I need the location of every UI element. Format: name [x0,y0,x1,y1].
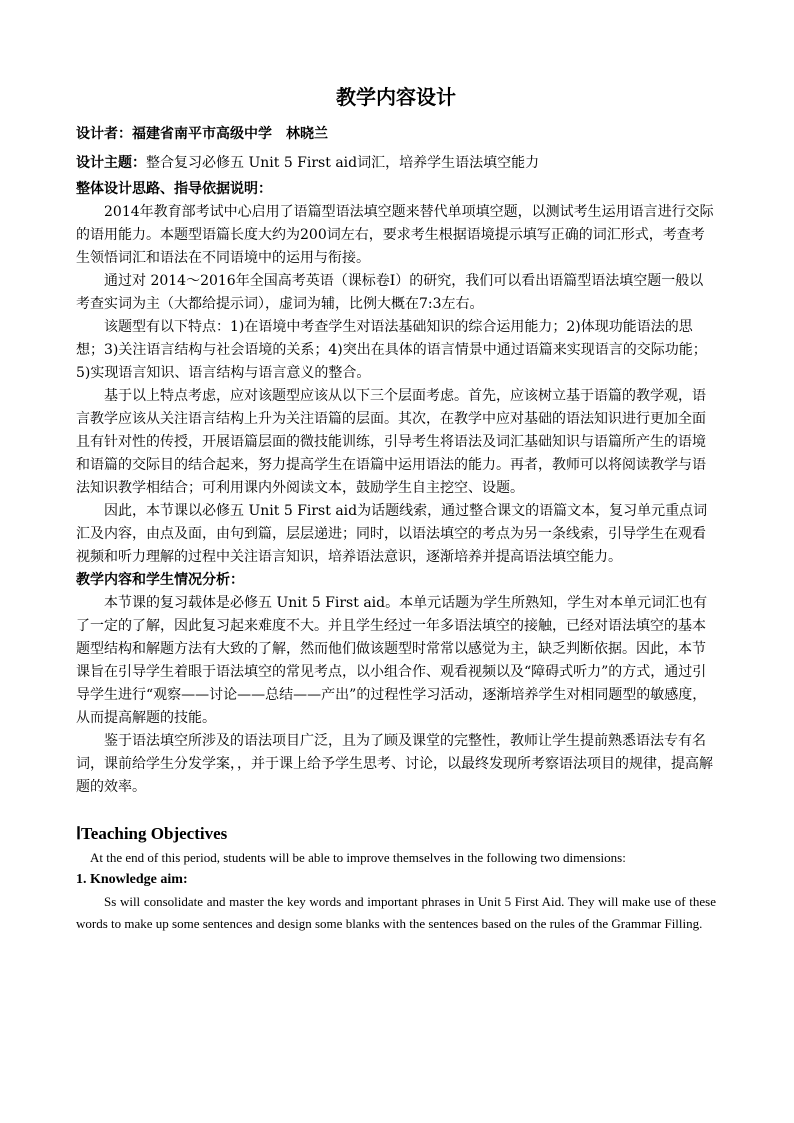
document-title: 教学内容设计 [336,85,456,109]
paragraph: 基于以上特点考虑，应对该题型应该从以下三个层面考虑。首先，应该树立基于语篇的教学观，语言教学应该从关注语言结构上升为关注语篇的层面。其次，在教学中应对基础的语法知识进行更加全面且有针对性的传授，开展语篇层面的微技能训练，引导考生将语法及词汇基础知识与语篇所产生的语境和语篇的交际目的结合起来，努力提高学生在语篇中运用语法的能力。再者，教师可以将阅读教学与语法知识教学相结合；可利用课内外阅读文本，鼓励学生自主挖空、设题。 [76,388,706,496]
teaching-objectives-section [76,821,716,935]
designer-line [76,120,716,149]
theme-label: 设计主题： [76,155,146,171]
paragraph: 因此，本节课以必修五 Unit 5 First aid为话题线索，通过整合课文的语篇文本，复习单元重点词汇及内容，由点及面，由句到篇，层层递进；同时，以语法填空的考点为另一条线索，引导学生在观看视频和听力理解的过程中关注语言知识，培养语法意识，逐渐培养并提高语法填空能力。 [76,503,708,565]
objectives-intro: At the end of this period, students will be able to improve themselves in the following two dimensions: [90,850,626,865]
paragraph: 鉴于语法填空所涉及的语法项目广泛，且为了顾及课堂的完整性，教师让学生提前熟悉语法专有名词，课前给学生分发学案，，并于课上给予学生思考、讨论，以最终发现所考察语法项目的规律，提高解题的效率。 [76,733,713,795]
paragraph: 本节课的复习载体是必修五 Unit 5 First aid。本单元话题为学生所熟知，学生对本单元词汇也有了一定的了解，因此复习起来难度不大。并且学生经过一年多语法填空的接触，已经对语法填空的基本题型结构和解题方法有大致的了解，然而他们做该题型时常常以感觉为主，缺乏判断依据。因此，本节课旨在引导学生着眼于语法填空的常见考点，以小组合作、观看视频以及“障碍式听力”的方式，通过引导学生进行“观察——讨论——总结——产出”的过程性学习活动，逐渐培养学生对相同题型的敏感度，从而提高解题的技能。 [76,595,708,726]
knowledge-aim-heading: 1. Knowledge aim: [76,872,188,887]
paragraph: 该题型有以下特点：1)在语境中考查学生对语法基础知识的综合运用能力；2)体现功能语法的思想；3)关注语言结构与社会语境的关系；4)突出在具体的语言情景中通过语篇来实现语言的交际功能；5)实现语言知识、语言结构与语言意义的整合。 [76,319,707,381]
designer-label: 设计者： [76,126,132,142]
designer-value: 福建省南平市高级中学 林晓兰 [132,126,328,142]
knowledge-aim-text: Ss will consolidate and master the key words and important phrases in Unit 5 First Aid. They will make use of these words to make up some sentences and design some blanks with the sentences based on the rules of the Grammar Filling. [76,894,716,931]
section-heading-design-rationale: 整体设计思路、指导依据说明： [76,181,272,197]
section-heading-content-analysis: 教学内容和学生情况分析： [76,572,244,588]
theme-value: 整合复习必修五 Unit 5 First aid词汇，培养学生语法填空能力 [146,155,540,171]
document-page [76,82,716,935]
paragraph: 通过对 2014～2016年全国高考英语（课标卷Ⅰ）的研究，我们可以看出语篇型语法填空题一般以考查实词为主（大都给提示词），虚词为辅，比例大概在7:3左右。 [76,273,704,312]
objectives-heading: ⅠTeaching Objectives [76,824,228,843]
theme-line [76,149,716,178]
paragraph: 2014年教育部考试中心启用了语篇型语法填空题来替代单项填空题，以测试考生运用语言进行交际的语用能力。本题型语篇长度大约为200词左右，要求考生根据语境提示填写正确的词汇形式，考查考生领悟词汇和语法在不同语境中的运用与衔接。 [76,204,714,266]
